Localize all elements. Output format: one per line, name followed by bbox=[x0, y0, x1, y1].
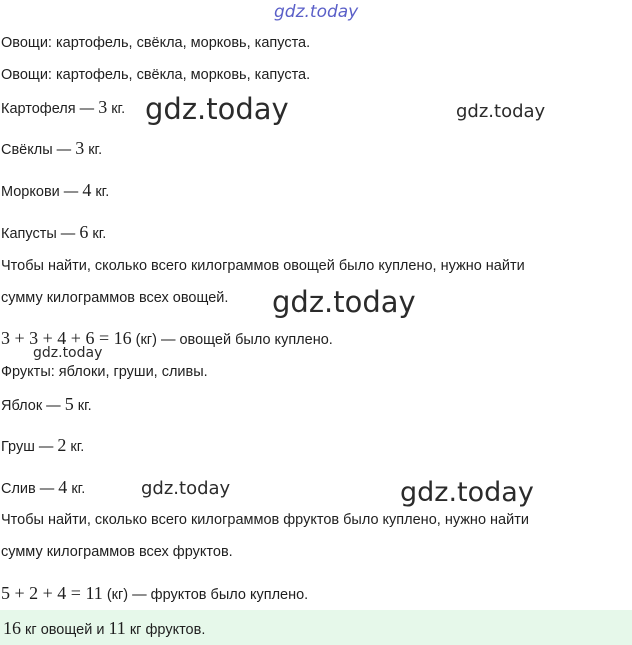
label: (кг) — овощей было куплено. bbox=[131, 332, 333, 348]
label: Свёклы — bbox=[1, 142, 76, 158]
label: кг фруктов. bbox=[125, 622, 206, 638]
number: 4 bbox=[58, 477, 68, 497]
unit: кг. bbox=[84, 142, 103, 158]
text-line bbox=[1, 181, 109, 201]
watermark: gdz.today bbox=[145, 92, 289, 126]
text-line bbox=[1, 139, 102, 159]
expression: 5 + 2 + 4 = 11 bbox=[1, 583, 103, 603]
text-line: Фрукты: яблоки, груши, сливы. bbox=[1, 364, 208, 380]
watermark: gdz.today bbox=[456, 101, 546, 122]
text-line: сумму килограммов всех овощей. bbox=[1, 290, 229, 306]
unit: кг. bbox=[88, 226, 107, 242]
label: Капусты — bbox=[1, 226, 80, 242]
text-line: Овощи: картофель, свёкла, морковь, капуста. bbox=[1, 67, 311, 83]
label: кг овощей и bbox=[21, 622, 109, 638]
label: Моркови — bbox=[1, 184, 83, 200]
watermark: gdz.today bbox=[272, 285, 416, 319]
unit: кг. bbox=[91, 184, 110, 200]
number: 4 bbox=[82, 180, 92, 200]
number: 3 bbox=[98, 97, 108, 117]
answer-text bbox=[3, 619, 205, 639]
number: 5 bbox=[64, 394, 74, 414]
unit: кг. bbox=[73, 398, 92, 414]
number: 2 bbox=[57, 435, 67, 455]
watermark-top: gdz.today bbox=[274, 2, 359, 22]
unit: кг. bbox=[107, 101, 126, 117]
watermark: gdz.today bbox=[33, 345, 103, 361]
label: Груш — bbox=[1, 439, 58, 455]
answer-box bbox=[0, 610, 632, 645]
text-line: Чтобы найти, сколько всего килограммов фруктов было куплено, нужно найти bbox=[1, 512, 529, 528]
text-line bbox=[1, 223, 106, 243]
number: 16 bbox=[3, 618, 21, 638]
number: 3 bbox=[75, 138, 85, 158]
text-line bbox=[1, 98, 125, 118]
number: 6 bbox=[79, 222, 89, 242]
label: Слив — bbox=[1, 481, 59, 497]
unit: кг. bbox=[66, 439, 85, 455]
watermark: gdz.today bbox=[400, 477, 534, 508]
text-line bbox=[1, 436, 84, 456]
label: Яблок — bbox=[1, 398, 65, 414]
text-line bbox=[1, 329, 333, 349]
text-line bbox=[1, 395, 92, 415]
text-line: Чтобы найти, сколько всего килограммов овощей было куплено, нужно найти bbox=[1, 258, 525, 274]
text-line bbox=[1, 584, 308, 604]
label: Картофеля — bbox=[1, 101, 99, 117]
text-line: Овощи: картофель, свёкла, морковь, капуста. bbox=[1, 35, 311, 51]
label: (кг) — фруктов было куплено. bbox=[102, 587, 309, 603]
expression: 3 + 3 + 4 + 6 = 16 bbox=[1, 328, 132, 348]
text-line bbox=[1, 478, 85, 498]
number: 11 bbox=[108, 618, 126, 638]
unit: кг. bbox=[67, 481, 86, 497]
text-line: сумму килограммов всех фруктов. bbox=[1, 544, 233, 560]
watermark: gdz.today bbox=[141, 478, 231, 499]
